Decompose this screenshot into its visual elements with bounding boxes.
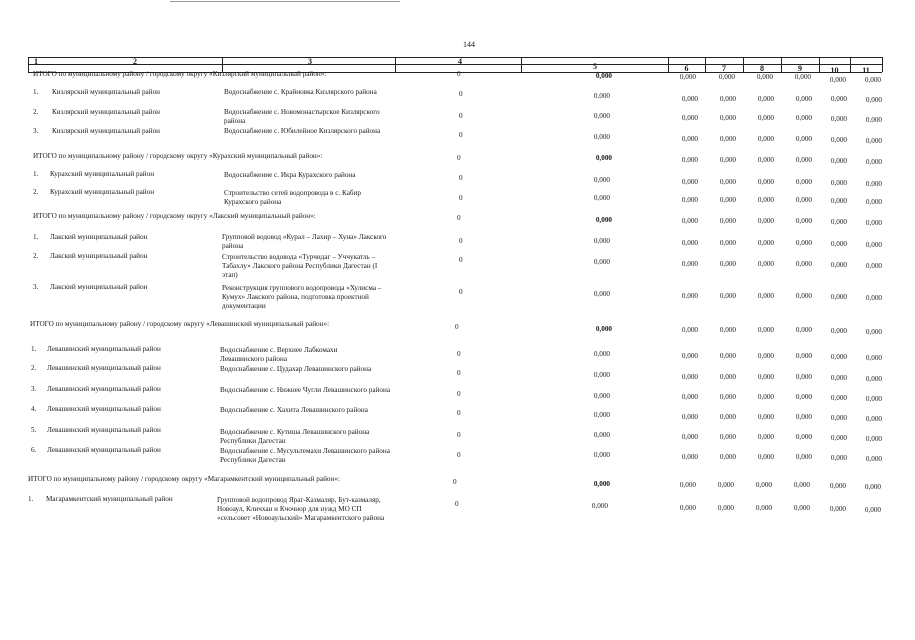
row-value: 0,000 bbox=[757, 373, 774, 381]
row-value: 0,000 bbox=[593, 392, 610, 400]
row-district: Лакский муниципальный район bbox=[50, 233, 148, 241]
row-value: 0 bbox=[459, 288, 463, 296]
row-value: 0,000 bbox=[865, 241, 882, 249]
row-value: 0,000 bbox=[865, 455, 882, 463]
row-number: 3. bbox=[31, 385, 37, 393]
row-value: 0,000 bbox=[757, 178, 774, 186]
total-value: 0 bbox=[457, 154, 461, 162]
row-district: Лакский муниципальный район bbox=[50, 252, 148, 260]
row-value: 0,000 bbox=[864, 506, 881, 514]
total-value: 0,000 bbox=[864, 76, 881, 84]
total-value: 0,000 bbox=[830, 327, 847, 335]
row-value: 0,000 bbox=[719, 453, 736, 461]
total-value: 0,000 bbox=[795, 326, 812, 334]
total-value: 0,000 bbox=[593, 480, 610, 488]
total-value: 0 bbox=[453, 478, 457, 486]
row-object: Водоснабжение с. Цудахар Левашинского района bbox=[220, 365, 372, 373]
row-district: Левашинский муниципальный район bbox=[47, 446, 161, 454]
row-value: 0 bbox=[459, 256, 463, 264]
row-value: 0,000 bbox=[795, 95, 812, 103]
row-district: Курахский муниципальный район bbox=[50, 188, 155, 196]
row-value: 0,000 bbox=[681, 135, 698, 143]
row-value: 0,000 bbox=[757, 393, 774, 401]
column-header-2: 2 bbox=[133, 57, 137, 66]
row-value: 0,000 bbox=[757, 292, 774, 300]
row-object: Водоснабжение с. Верхнее Лабкомахи Левашинского района bbox=[220, 346, 338, 363]
row-value: 0,000 bbox=[757, 352, 774, 360]
row-value: 0,000 bbox=[717, 504, 734, 512]
row-value: 0,000 bbox=[830, 197, 847, 205]
row-district: Магарамкентский муниципальный район bbox=[46, 495, 173, 503]
row-value: 0,000 bbox=[795, 135, 812, 143]
column-header-3: 3 bbox=[308, 57, 312, 66]
row-value: 0,000 bbox=[830, 394, 847, 402]
row-value: 0,000 bbox=[681, 292, 698, 300]
row-object: Водоснабжение с. Нижнее Чугли Левашинского района bbox=[220, 386, 391, 394]
row-value: 0,000 bbox=[830, 353, 847, 361]
row-value: 0,000 bbox=[795, 453, 812, 461]
row-value: 0,000 bbox=[830, 374, 847, 382]
total-value: 0,000 bbox=[679, 73, 696, 81]
row-number: 2. bbox=[33, 108, 39, 116]
column-header-6: 6 bbox=[684, 64, 689, 73]
row-number: 3. bbox=[33, 283, 39, 291]
row-value: 0 bbox=[459, 174, 463, 182]
row-number: 1. bbox=[33, 170, 39, 178]
row-value: 0,000 bbox=[757, 95, 774, 103]
section-total-label: ИТОГО по муниципальному району / городскому округу «Курахский муниципальный район»: bbox=[33, 152, 323, 160]
total-value: 0,000 bbox=[719, 326, 736, 334]
total-value: 0 bbox=[457, 70, 461, 78]
row-value: 0,000 bbox=[795, 260, 812, 268]
row-value: 0,000 bbox=[757, 413, 774, 421]
section-total-label: ИТОГО по муниципальному району / городскому округу «Лакский муниципальный район»: bbox=[33, 212, 316, 220]
row-value: 0,000 bbox=[865, 435, 882, 443]
row-value: 0,000 bbox=[865, 198, 882, 206]
row-value: 0,000 bbox=[681, 352, 698, 360]
total-value: 0,000 bbox=[756, 73, 773, 81]
row-value: 0,000 bbox=[593, 194, 610, 202]
total-value: 0 bbox=[457, 214, 461, 222]
row-value: 0,000 bbox=[593, 411, 610, 419]
total-value: 0,000 bbox=[865, 158, 882, 166]
row-value: 0,000 bbox=[865, 294, 882, 302]
row-value: 0,000 bbox=[681, 453, 698, 461]
row-district: Курахский муниципальный район bbox=[50, 170, 155, 178]
total-value: 0,000 bbox=[830, 218, 847, 226]
row-value: 0,000 bbox=[681, 178, 698, 186]
total-value: 0,000 bbox=[595, 325, 612, 333]
total-value: 0,000 bbox=[794, 73, 811, 81]
row-value: 0,000 bbox=[757, 453, 774, 461]
row-object: Строительство сетей водопровода в с. Кабир Курахского района bbox=[224, 189, 362, 206]
row-value: 0,000 bbox=[757, 239, 774, 247]
row-number: 1. bbox=[31, 345, 37, 353]
row-value: 0,000 bbox=[795, 352, 812, 360]
row-value: 0,000 bbox=[795, 114, 812, 122]
row-value: 0 bbox=[459, 90, 463, 98]
row-object: Реконструкция группового водопровода «Хулисма – Кумух» Лакского района, подготовка проектной документации bbox=[222, 284, 382, 310]
row-value: 0,000 bbox=[757, 114, 774, 122]
row-value: 0,000 bbox=[681, 95, 698, 103]
total-value: 0,000 bbox=[829, 76, 846, 84]
row-district: Левашинский муниципальный район bbox=[47, 385, 161, 393]
row-value: 0,000 bbox=[795, 239, 812, 247]
row-object: Водоснабжение с. Хахита Левашинского района bbox=[220, 406, 368, 414]
row-value: 0 bbox=[459, 112, 463, 120]
row-value: 0 bbox=[459, 194, 463, 202]
row-value: 0,000 bbox=[719, 239, 736, 247]
row-value: 0,000 bbox=[830, 454, 847, 462]
total-value: 0,000 bbox=[718, 73, 735, 81]
row-number: 2. bbox=[33, 188, 39, 196]
row-value: 0,000 bbox=[830, 293, 847, 301]
row-value: 0,000 bbox=[795, 196, 812, 204]
row-value: 0,000 bbox=[719, 95, 736, 103]
row-value: 0,000 bbox=[757, 260, 774, 268]
row-value: 0,000 bbox=[865, 96, 882, 104]
row-value: 0,000 bbox=[681, 239, 698, 247]
row-value: 0,000 bbox=[593, 371, 610, 379]
column-header-4: 4 bbox=[458, 57, 462, 66]
column-header-10: 10 bbox=[830, 66, 839, 75]
row-value: 0,000 bbox=[679, 504, 696, 512]
row-value: 0,000 bbox=[593, 451, 610, 459]
total-value: 0,000 bbox=[679, 481, 696, 489]
row-value: 0,000 bbox=[830, 115, 847, 123]
row-value: 0,000 bbox=[593, 176, 610, 184]
row-number: 2. bbox=[31, 364, 37, 372]
row-value: 0,000 bbox=[681, 393, 698, 401]
row-value: 0,000 bbox=[593, 350, 610, 358]
total-value: 0,000 bbox=[757, 217, 774, 225]
row-object: Групповой водовод «Курал – Лахир – Хуна» Лакского района bbox=[222, 233, 387, 250]
row-value: 0,000 bbox=[719, 413, 736, 421]
row-district: Левашинский муниципальный район bbox=[47, 426, 161, 434]
row-value: 0,000 bbox=[681, 260, 698, 268]
total-value: 0,000 bbox=[755, 481, 772, 489]
row-district: Левашинский муниципальный район bbox=[47, 364, 161, 372]
row-value: 0,000 bbox=[681, 373, 698, 381]
row-object: Водоснабжение с. Кутиша Левашинского района Республики Дагестан bbox=[220, 428, 370, 445]
total-value: 0,000 bbox=[681, 326, 698, 334]
column-header-1: 1 bbox=[34, 57, 38, 66]
row-value: 0,000 bbox=[830, 95, 847, 103]
total-value: 0,000 bbox=[757, 326, 774, 334]
row-number: 1. bbox=[28, 495, 34, 503]
row-number: 6. bbox=[31, 446, 37, 454]
total-value: 0,000 bbox=[864, 483, 881, 491]
row-value: 0,000 bbox=[593, 258, 610, 266]
total-value: 0,000 bbox=[595, 154, 612, 162]
row-value: 0,000 bbox=[793, 504, 810, 512]
row-value: 0 bbox=[457, 431, 461, 439]
total-value: 0,000 bbox=[681, 217, 698, 225]
row-value: 0,000 bbox=[719, 260, 736, 268]
row-object: Водоснабжение с. Новомонастырское Кизлярского района bbox=[224, 108, 380, 125]
row-value: 0 bbox=[457, 390, 461, 398]
header-divider bbox=[395, 57, 396, 72]
total-value: 0,000 bbox=[795, 217, 812, 225]
row-district: Левашинский муниципальный район bbox=[47, 405, 161, 413]
row-value: 0,000 bbox=[865, 375, 882, 383]
row-value: 0,000 bbox=[681, 196, 698, 204]
scan-artifact-line bbox=[170, 1, 400, 2]
row-value: 0,000 bbox=[719, 178, 736, 186]
row-value: 0,000 bbox=[865, 395, 882, 403]
row-value: 0,000 bbox=[681, 433, 698, 441]
total-value: 0,000 bbox=[795, 156, 812, 164]
section-total-label: ИТОГО по муниципальному району / городскому округу «Магарамкентский муниципальный район»: bbox=[28, 475, 340, 483]
row-value: 0,000 bbox=[719, 135, 736, 143]
row-value: 0,000 bbox=[719, 352, 736, 360]
row-value: 0,000 bbox=[830, 179, 847, 187]
row-value: 0,000 bbox=[829, 505, 846, 513]
total-value: 0 bbox=[455, 323, 459, 331]
row-value: 0,000 bbox=[830, 240, 847, 248]
row-object: Групповой водопровод Яраг-Казмаляр, Бут-казмаляр, Новоаул, Кличхан и Кчочнор для нужд МО СП «сельсовет «Новоаульский» Магарамкентского района bbox=[217, 496, 385, 522]
row-object: Водоснабжение с. Крайновка Кизлярского района bbox=[224, 88, 377, 96]
row-value: 0,000 bbox=[719, 114, 736, 122]
header-divider bbox=[521, 57, 522, 72]
row-value: 0,000 bbox=[755, 504, 772, 512]
total-value: 0,000 bbox=[757, 156, 774, 164]
row-value: 0,000 bbox=[681, 114, 698, 122]
row-value: 0,000 bbox=[865, 415, 882, 423]
row-value: 0,000 bbox=[757, 135, 774, 143]
column-header-5: 5 bbox=[593, 62, 597, 71]
row-value: 0,000 bbox=[593, 133, 610, 141]
row-value: 0 bbox=[457, 350, 461, 358]
total-value: 0,000 bbox=[793, 481, 810, 489]
row-value: 0,000 bbox=[757, 433, 774, 441]
row-value: 0,000 bbox=[795, 373, 812, 381]
row-value: 0,000 bbox=[830, 261, 847, 269]
total-value: 0,000 bbox=[717, 481, 734, 489]
row-value: 0,000 bbox=[719, 393, 736, 401]
row-value: 0 bbox=[457, 451, 461, 459]
total-value: 0,000 bbox=[829, 482, 846, 490]
row-value: 0,000 bbox=[591, 502, 608, 510]
row-value: 0,000 bbox=[865, 180, 882, 188]
row-value: 0,000 bbox=[830, 136, 847, 144]
page-number: 144 bbox=[463, 40, 475, 49]
row-value: 0,000 bbox=[719, 433, 736, 441]
column-header-11: 11 bbox=[862, 66, 870, 75]
row-value: 0 bbox=[457, 409, 461, 417]
row-object: Водоснабжение с. Юбилейное Кизлярского района bbox=[224, 127, 381, 135]
row-district: Кизлярский муниципальный район bbox=[52, 88, 161, 96]
row-value: 0,000 bbox=[795, 292, 812, 300]
row-value: 0,000 bbox=[593, 237, 610, 245]
row-value: 0,000 bbox=[681, 413, 698, 421]
row-value: 0,000 bbox=[830, 434, 847, 442]
row-value: 0,000 bbox=[593, 92, 610, 100]
row-value: 0,000 bbox=[719, 373, 736, 381]
column-header-8: 8 bbox=[760, 64, 764, 73]
total-value: 0,000 bbox=[865, 219, 882, 227]
row-value: 0 bbox=[455, 500, 459, 508]
total-value: 0,000 bbox=[830, 157, 847, 165]
row-value: 0,000 bbox=[865, 354, 882, 362]
header-divider bbox=[882, 57, 883, 72]
row-value: 0,000 bbox=[865, 262, 882, 270]
row-value: 0 bbox=[457, 369, 461, 377]
row-value: 0,000 bbox=[865, 116, 882, 124]
row-number: 5. bbox=[31, 426, 37, 434]
row-number: 1. bbox=[33, 233, 39, 241]
row-value: 0,000 bbox=[830, 414, 847, 422]
row-number: 1. bbox=[33, 88, 39, 96]
row-value: 0,000 bbox=[795, 413, 812, 421]
row-district: Кизлярский муниципальный район bbox=[52, 127, 161, 135]
section-total-label: ИТОГО по муниципальному району / городскому округу «Кизлярский муниципальный район»: bbox=[33, 70, 327, 78]
total-value: 0,000 bbox=[681, 156, 698, 164]
total-value: 0,000 bbox=[865, 328, 882, 336]
row-value: 0,000 bbox=[719, 292, 736, 300]
column-header-9: 9 bbox=[798, 64, 802, 73]
row-district: Левашинский муниципальный район bbox=[47, 345, 161, 353]
row-district: Кизлярский муниципальный район bbox=[52, 108, 161, 116]
row-value: 0,000 bbox=[795, 433, 812, 441]
row-value: 0,000 bbox=[719, 196, 736, 204]
total-value: 0,000 bbox=[595, 72, 612, 80]
row-value: 0 bbox=[459, 131, 463, 139]
row-object: Водоснабжение с. Мусультемахи Левашинского района Республики Дагестан bbox=[220, 447, 390, 464]
total-value: 0,000 bbox=[595, 216, 612, 224]
row-value: 0,000 bbox=[795, 393, 812, 401]
row-value: 0,000 bbox=[593, 431, 610, 439]
total-value: 0,000 bbox=[719, 217, 736, 225]
column-header-7: 7 bbox=[722, 64, 726, 73]
row-number: 4. bbox=[31, 405, 37, 413]
section-total-label: ИТОГО по муниципальному району / городскому округу «Левашинский муниципальный район»: bbox=[30, 320, 330, 328]
row-value: 0,000 bbox=[593, 112, 610, 120]
row-value: 0,000 bbox=[795, 178, 812, 186]
row-district: Лакский муниципальный район bbox=[50, 283, 148, 291]
row-number: 2. bbox=[33, 252, 39, 260]
row-object: Водоснабжение с. Икра Курахского района bbox=[224, 171, 356, 179]
row-value: 0,000 bbox=[593, 290, 610, 298]
row-object: Строительство водовода «Турчидаг – Уччукатль – Табахлу» Лакского района Республики Дагестан (I этап) bbox=[222, 253, 378, 279]
total-value: 0,000 bbox=[719, 156, 736, 164]
row-value: 0 bbox=[459, 237, 463, 245]
row-value: 0,000 bbox=[757, 196, 774, 204]
row-number: 3. bbox=[33, 127, 39, 135]
row-value: 0,000 bbox=[865, 137, 882, 145]
